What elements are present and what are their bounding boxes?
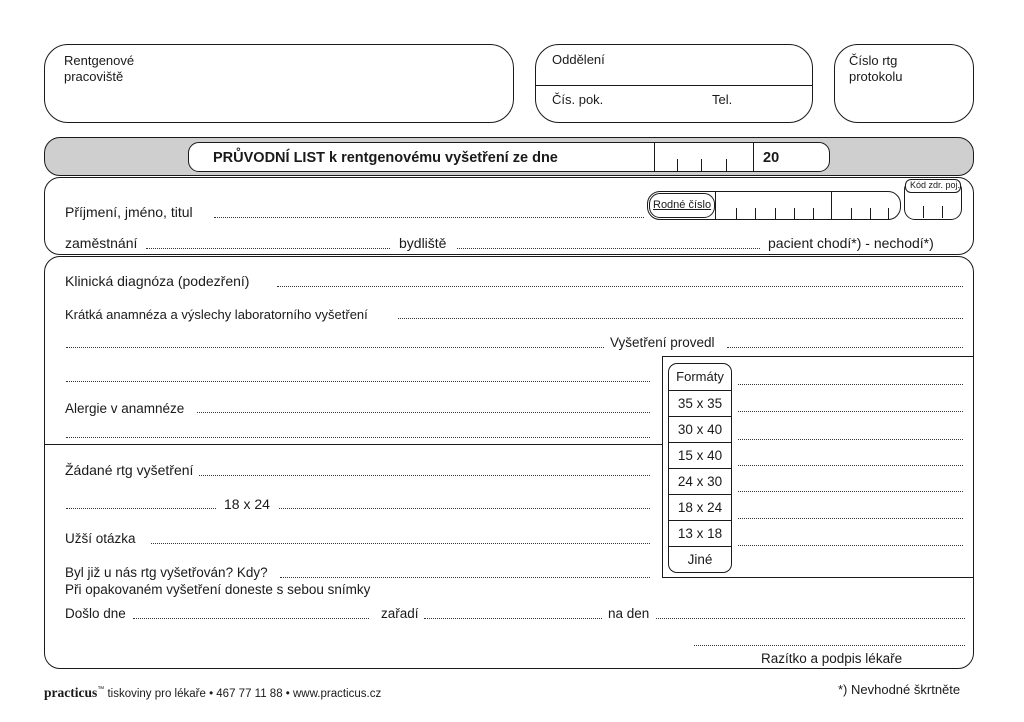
birth-number-divider xyxy=(715,191,716,220)
phone-label: Tel. xyxy=(712,92,733,107)
birth-number-tick xyxy=(736,208,737,220)
performer-notes-line[interactable] xyxy=(738,491,963,492)
brand-info: tiskoviny pro lékaře • 467 77 11 88 • www.practicus.cz xyxy=(104,688,382,700)
format-18x24[interactable]: 18 x 24 xyxy=(669,494,731,520)
previous-exam-field[interactable] xyxy=(280,577,650,578)
question-field[interactable] xyxy=(151,543,650,544)
footer-info xyxy=(44,686,381,701)
performer-notes-line[interactable] xyxy=(738,439,963,440)
allergy-field[interactable] xyxy=(197,412,650,413)
diagnosis-field[interactable] xyxy=(277,286,963,287)
birth-number-divider xyxy=(831,191,832,220)
performer-notes-line[interactable] xyxy=(738,384,963,385)
requested-exam-label: Žádané rtg vyšetření xyxy=(65,462,194,478)
for-day-label: na den xyxy=(608,606,650,621)
residence-label: bydliště xyxy=(399,235,447,251)
xray-protocol-label: Číslo rtg protokolu xyxy=(849,53,903,84)
format-24x30[interactable]: 24 x 30 xyxy=(669,468,731,494)
arrived-date-field[interactable] xyxy=(133,618,369,619)
question-label: Užší otázka xyxy=(65,531,136,546)
scheduled-field[interactable] xyxy=(424,618,602,619)
format-other[interactable]: Jiné xyxy=(669,546,731,572)
employment-field[interactable] xyxy=(146,248,390,249)
department-box[interactable] xyxy=(535,44,813,123)
strike-note: *) Nevhodné škrtněte xyxy=(838,682,961,697)
formats-header: Formáty xyxy=(676,369,724,384)
practicus-logo: practicus xyxy=(44,685,98,700)
birth-number-tick xyxy=(813,208,814,220)
employment-label: zaměstnání xyxy=(65,235,138,251)
name-field[interactable] xyxy=(214,217,644,218)
birth-number-tick xyxy=(851,208,852,220)
stamp-signature-label: Razítko a podpis lékaře xyxy=(761,651,903,666)
xray-protocol-box[interactable] xyxy=(834,44,974,123)
scheduled-label: zařadí xyxy=(381,606,419,621)
performer-notes-line[interactable] xyxy=(738,465,963,466)
birth-number-tick xyxy=(870,208,871,220)
requested-exam-field[interactable] xyxy=(199,475,650,476)
mobility-label[interactable]: pacient chodí*) - nechodí*) xyxy=(768,235,934,251)
birth-number-tick xyxy=(794,208,795,220)
xray-workplace-label: Rentgenové pracoviště xyxy=(64,53,135,84)
department-divider xyxy=(536,85,812,86)
insurer-code-tick xyxy=(923,206,924,218)
insurer-code-tick xyxy=(942,206,943,218)
format-15x40[interactable]: 15 x 40 xyxy=(669,442,731,468)
performed-by-field[interactable] xyxy=(727,347,963,348)
bring-images-note: Při opakovaném vyšetření doneste s sebou snímky xyxy=(65,582,371,597)
birth-number-label-box xyxy=(649,193,715,218)
name-label: Příjmení, jméno, titul xyxy=(65,204,193,220)
anamnesis-field-line-2[interactable] xyxy=(66,347,604,348)
practicus-trademark: ™ xyxy=(97,686,105,693)
section-divider xyxy=(44,444,663,445)
insurance-number-label: Čís. pok. xyxy=(552,92,604,107)
formats-table xyxy=(668,363,732,573)
format-18x24-label: 18 x 24 xyxy=(224,496,270,512)
format-13x18[interactable]: 13 x 18 xyxy=(669,520,731,546)
date-field[interactable] xyxy=(654,143,752,171)
allergy-field-line-2[interactable] xyxy=(66,437,650,438)
requested-exam-field-line-2b[interactable] xyxy=(279,508,650,509)
anamnesis-field[interactable] xyxy=(398,318,963,319)
format-30x40[interactable]: 30 x 40 xyxy=(669,416,731,442)
year-prefix: 20 xyxy=(763,150,780,166)
department-label: Oddělení xyxy=(552,52,605,67)
birth-number-tick xyxy=(775,208,776,220)
format-35x35[interactable]: 35 x 35 xyxy=(669,390,731,416)
anamnesis-label: Krátká anamnéza a výslechy laboratorního vyšetření xyxy=(65,307,368,322)
birth-number-tick xyxy=(888,208,889,220)
performer-notes-line[interactable] xyxy=(738,545,963,546)
requested-exam-field-line-2[interactable] xyxy=(66,508,216,509)
arrived-label: Došlo dne xyxy=(65,606,126,621)
anamnesis-field-line-3[interactable] xyxy=(66,381,650,382)
performer-notes-line[interactable] xyxy=(738,411,963,412)
birth-number-tick xyxy=(755,208,756,220)
insurer-code-label-box xyxy=(905,179,961,193)
diagnosis-label: Klinická diagnóza (podezření) xyxy=(65,273,250,289)
form-title: PRŮVODNÍ LIST k rentgenovému vyšetření ze dne xyxy=(213,150,558,166)
date-field-right-border xyxy=(753,143,754,171)
year-field[interactable] xyxy=(785,143,829,171)
xray-workplace-box[interactable] xyxy=(44,44,514,123)
performer-notes-line[interactable] xyxy=(738,518,963,519)
stamp-signature-field[interactable] xyxy=(694,645,965,646)
insurer-code-box[interactable] xyxy=(904,179,962,220)
residence-field[interactable] xyxy=(457,248,760,249)
insurer-code-label: Kód zdr. poj. xyxy=(910,180,961,190)
previous-exam-label: Byl již u nás rtg vyšetřován? Kdy? xyxy=(65,565,268,580)
birth-number-label: Rodné číslo xyxy=(653,199,712,211)
for-day-field[interactable] xyxy=(656,618,965,619)
allergy-label: Alergie v anamnéze xyxy=(65,401,185,416)
performed-by-label: Vyšetření provedl xyxy=(610,335,715,350)
